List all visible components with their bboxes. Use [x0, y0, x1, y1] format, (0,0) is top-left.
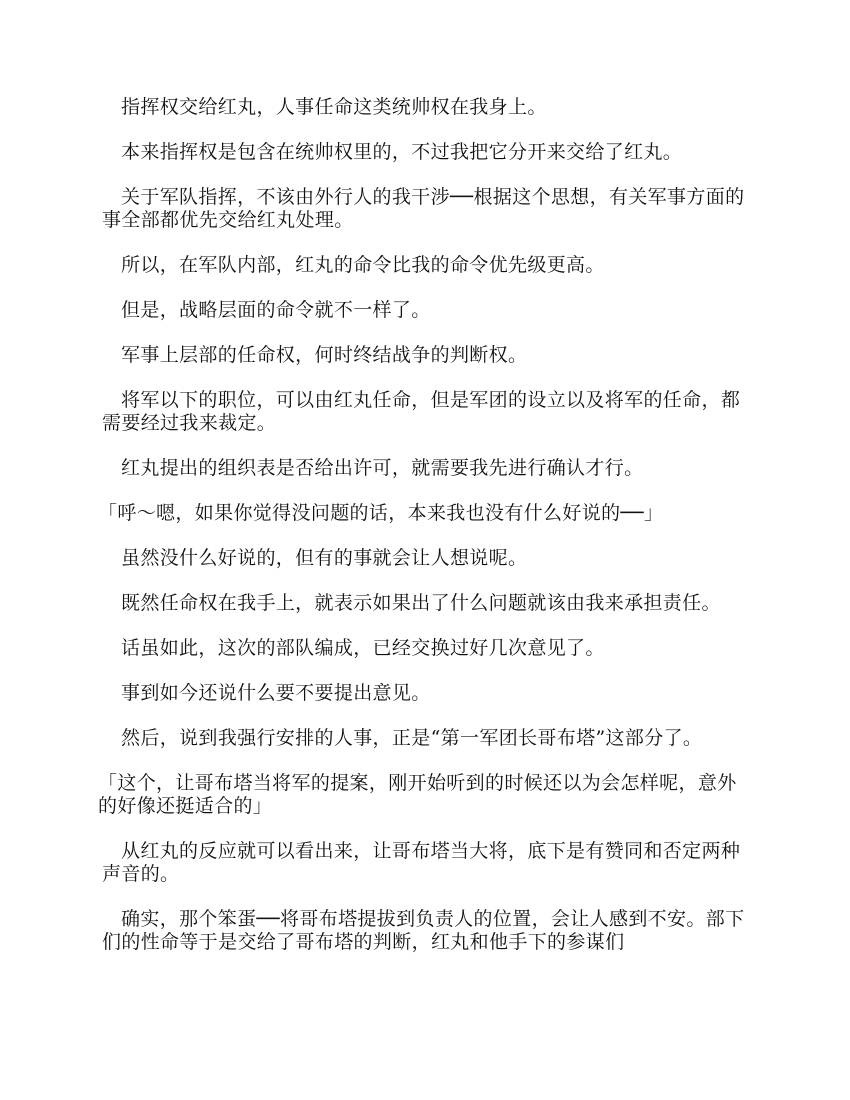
paragraph: 但是，战略层面的命令就不一样了。	[121, 299, 431, 321]
document-body	[98, 96, 752, 976]
paragraph: 本来指挥权是包含在统帅权里的，不过我把它分开来交给了红丸。	[121, 141, 683, 163]
paragraph: 事到如今还说什么要不要提出意见。	[121, 682, 431, 704]
paragraph: 红丸提出的组织表是否给出许可，就需要我先进行确认才行。	[121, 457, 644, 479]
paragraph: 军事上层部的任命权，何时终结战争的判断权。	[121, 344, 528, 366]
paragraph: 然后，说到我强行安排的人事，正是“第一军团长哥布塔”这部分了。	[121, 727, 703, 749]
paragraph: 虽然没什么好说的，但有的事就会让人想说呢。	[121, 547, 528, 569]
paragraph: 话虽如此，这次的部队编成，已经交换过好几次意见了。	[121, 637, 605, 659]
paragraph: 将军以下的职位，可以由红丸任命，但是军团的设立以及将军的任命，都需要经过我来裁定。	[102, 389, 741, 434]
paragraph: 从红丸的反应就可以看出来，让哥布塔当大将，底下是有赞同和否定两种声音的。	[102, 840, 741, 885]
paragraph: 既然任命权在我手上，就表示如果出了什么问题就该由我来承担责任。	[121, 592, 721, 614]
dialogue-paragraph: 「呼～嗯，如果你觉得没问题的话，本来我也没有什么好说的──」	[98, 502, 664, 524]
dialogue-paragraph: 「这个，让哥布塔当将军的提案，刚开始听到的时候还以为会怎样呢，意外的好像还挺适合的」	[98, 772, 737, 817]
paragraph: 确实，那个笨蛋──将哥布塔提拔到负责人的位置，会让人感到不安。部下们的性命等于是交给了哥布塔的判断，红丸和他手下的参谋们	[102, 908, 745, 953]
paragraph: 指挥权交给红丸，人事任命这类统帅权在我身上。	[121, 96, 547, 118]
paragraph: 关于军队指挥，不该由外行人的我干涉──根据这个思想，有关军事方面的事全部都优先交给红丸处理。	[102, 186, 745, 231]
paragraph: 所以，在军队内部，红丸的命令比我的命令优先级更高。	[121, 254, 605, 276]
